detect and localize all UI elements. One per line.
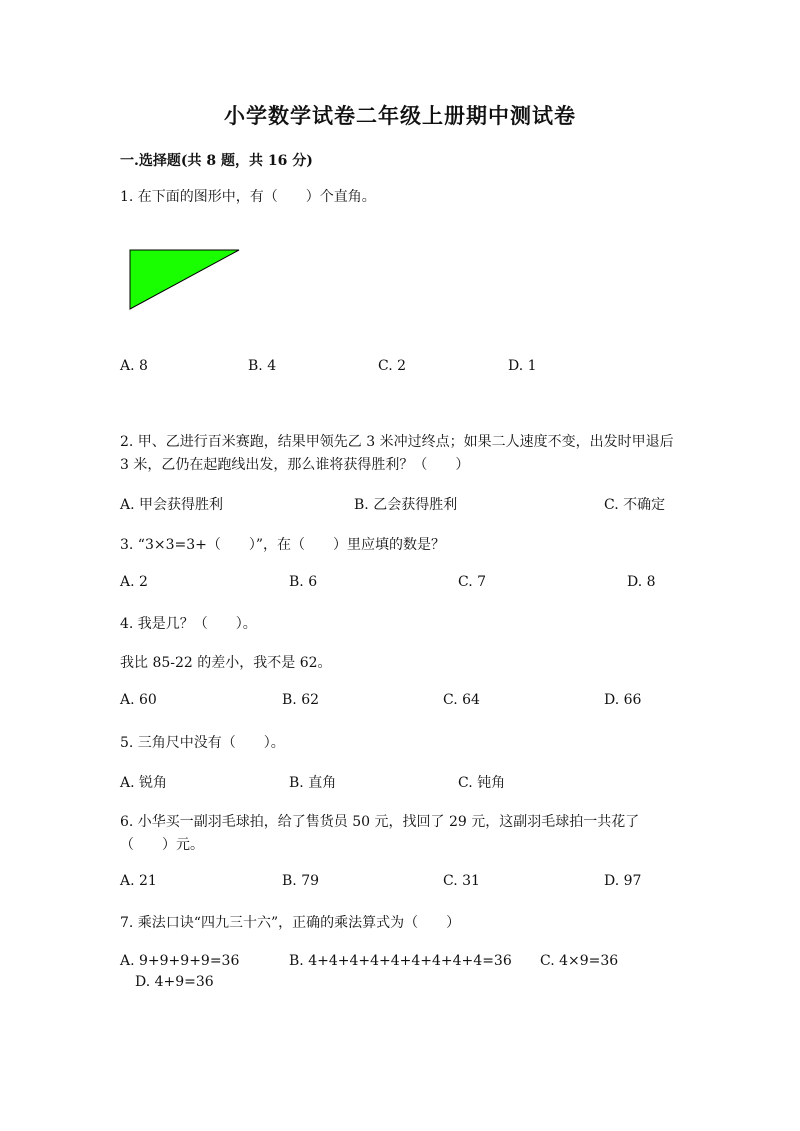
question-1-option-a[interactable]: A. 8 (120, 358, 148, 374)
question-3-stem: 3. “3×3=3+（ ）”，在（ ）里应填的数是？ (120, 537, 446, 553)
question-4-option-b[interactable]: B. 62 (282, 692, 320, 708)
question-1-stem: 1. 在下面的图形中，有（ ）个直角。 (120, 189, 376, 205)
question-2-option-c[interactable]: C. 不确定 (604, 497, 666, 513)
question-1-option-c[interactable]: C. 2 (378, 358, 407, 374)
question-7-option-b[interactable]: B. 4+4+4+4+4+4+4+4+4=36 (289, 953, 512, 969)
question-6-option-c[interactable]: C. 31 (443, 873, 480, 889)
question-6-stem: 6. 小华买一副羽毛球拍，给了售货员 50 元，找回了 29 元，这副羽毛球拍一共花了（ ）元。 (120, 814, 640, 853)
question-3-option-c[interactable]: C. 7 (458, 574, 487, 590)
question-5-option-a[interactable]: A. 锐角 (120, 775, 168, 791)
question-3-option-b[interactable]: B. 6 (289, 574, 318, 590)
question-7-option-c[interactable]: C. 4×9=36 (540, 953, 619, 969)
question-6-option-a[interactable]: A. 21 (120, 873, 157, 889)
question-4-option-d[interactable]: D. 66 (604, 692, 642, 708)
question-2-option-a[interactable]: A. 甲会获得胜利 (120, 497, 224, 513)
question-7-option-d[interactable]: D. 4+9=36 (135, 974, 214, 990)
right-triangle-figure (128, 248, 244, 312)
question-3-option-a[interactable]: A. 2 (120, 574, 148, 590)
question-4-stem: 4. 我是几？（ ）。 (120, 616, 257, 632)
question-5-option-b[interactable]: B. 直角 (289, 775, 337, 791)
question-1-option-b[interactable]: B. 4 (248, 358, 277, 374)
question-3-option-d[interactable]: D. 8 (627, 574, 656, 590)
question-5-stem: 5. 三角尺中没有（ ）。 (120, 735, 285, 751)
question-5-option-c[interactable]: C. 钝角 (458, 775, 506, 791)
question-7-stem: 7. 乘法口诀“四九三十六”，正确的乘法算式为（ ） (120, 915, 461, 931)
triangle-shape (130, 250, 239, 309)
page-title: 小学数学试卷二年级上册期中测试卷 (224, 103, 576, 128)
question-4-option-c[interactable]: C. 64 (443, 692, 480, 708)
question-7-option-a[interactable]: A. 9+9+9+9=36 (120, 953, 240, 969)
question-1-option-d[interactable]: D. 1 (508, 358, 537, 374)
question-4-option-a[interactable]: A. 60 (120, 692, 157, 708)
question-6-option-b[interactable]: B. 79 (282, 873, 320, 889)
question-6-option-d[interactable]: D. 97 (604, 873, 642, 889)
question-2-option-b[interactable]: B. 乙会获得胜利 (354, 497, 458, 513)
question-2-stem: 2. 甲、乙进行百米赛跑，结果甲领先乙 3 米冲过终点；如果二人速度不变，出发时甲退后 3 米，乙仍在起跑线出发，那么谁将获得胜利？（ ） (120, 434, 674, 473)
section-heading: 一.选择题(共 8 题，共 16 分) (120, 153, 313, 169)
question-4-condition: 我比 85-22 的差小，我不是 62。 (120, 655, 332, 671)
